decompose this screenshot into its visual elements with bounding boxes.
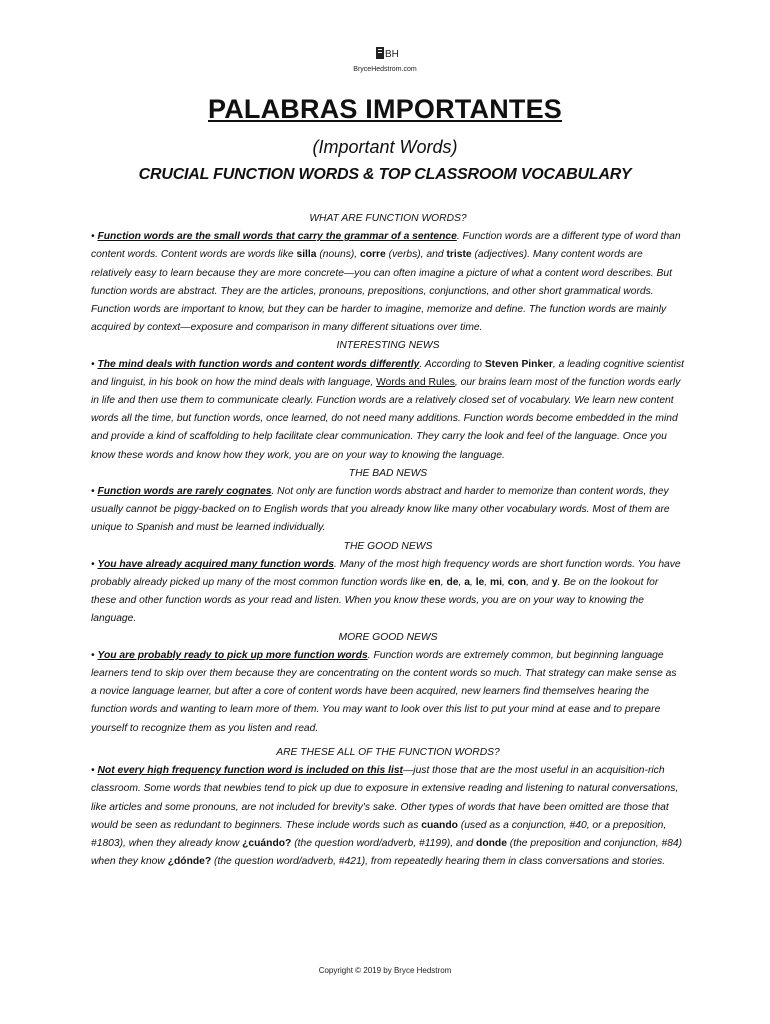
section-paragraph: • You have already acquired many function words. Many of the most high frequency words are short function words. You have probably already picked up many of the most common function words like en, de, a, le, mi, con, and y. Be on the lookout for these and other function words as your read and listen. When you know these words, you are on your way to knowing the language. bbox=[91, 558, 681, 625]
section-paragraph: • You are probably ready to pick up more function words. Function words are extremely common, but beginning language learners tend to skip over them because they are concentrating on the content words so much. That strategy can make sense as a novice language learner, but after a core of content words have been acquired, new learners find themselves hearing the function words and wanting to learn more of them. You may want to look over this list to put your mind at ease and to prepare yourself to recognize them as you listen and read. bbox=[91, 649, 677, 734]
section-heading: INTERESTING NEWS bbox=[336, 340, 440, 352]
paragraph-lead: Not every high frequency function word is included on this list bbox=[97, 765, 403, 777]
paragraph-lead: Function words are the small words that carry the grammar of a sentence bbox=[97, 231, 457, 243]
paragraph-lead: Function words are rarely cognates bbox=[97, 486, 272, 498]
document-body bbox=[91, 210, 685, 871]
page-heading: CRUCIAL FUNCTION WORDS & TOP CLASSROOM VOCABULARY bbox=[138, 166, 632, 183]
page-title: PALABRAS IMPORTANTES bbox=[208, 94, 562, 124]
section-paragraph: • Function words are rarely cognates. Not only are function words abstract and harder to memorize than content words, they usually cannot be piggy-backed on to English words that you already know like many other vocabulary words. Most of them are unique to Spanish and must be learned individually. bbox=[91, 486, 670, 534]
section-heading: MORE GOOD NEWS bbox=[338, 631, 438, 643]
section-heading: THE BAD NEWS bbox=[348, 467, 428, 479]
site-logo bbox=[0, 46, 770, 73]
section-paragraph: • Function words are the small words that carry the grammar of a sentence. Function words are a different type of word than content words. Content words are words like silla (nouns), corre (verbs), and triste (adjectives). Many content words are relatively easy to learn because they are more concrete—you can often imagine a picture of what a content word describes. But function words are abstract. They are the articles, pronouns, prepositions, conjunctions, and other short grammatical words. Function words are important to know, but they can be harder to imagine, memorize and define. The function words are mainly acquired by context—exposure and comparison in many different situations over time. bbox=[91, 231, 681, 334]
section-heading: THE GOOD NEWS bbox=[343, 540, 433, 552]
logo-mark: BH bbox=[385, 49, 399, 60]
paragraph-lead: You have already acquired many function words bbox=[97, 558, 334, 570]
logo-text: BryceHedstrom.com bbox=[353, 66, 417, 73]
book-logo-icon bbox=[376, 46, 399, 60]
page-subtitle: (Important Words) bbox=[312, 137, 458, 157]
section-heading: ARE THESE ALL OF THE FUNCTION WORDS? bbox=[276, 746, 500, 758]
paragraph-lead: The mind deals with function words and content words differently bbox=[97, 358, 420, 370]
section-paragraph: • Not every high frequency function word is included on this list—just those that are the most useful in an acquisition-rich classroom. Some words that newbies tend to pick up due to exposure in extensive reading and listening to natural conversations, like articles and some pronouns, are not included for brevity's sake. Other types of words that have been omitted are those that would be seen as redundant to beginners. These include words such as cuando (used as a conjunction, #40, or a preposition, #1803), when they already know ¿cuándo? (the question word/adverb, #1199), and donde (the preposition and conjunction, #84) when they know ¿dónde? (the question word/adverb, #421), from repeatedly hearing them in class conversations and stories. bbox=[91, 765, 683, 868]
book-title: Words and Rules bbox=[376, 376, 455, 388]
section-paragraph: • The mind deals with function words and content words differently. According to Steven Pinker, a leading cognitive scientist and linguist, in his book on how the mind deals with language, Words and Rules, our brains learn most of the function words early in life and then use them to communicate clearly. Function words are a relatively closed set of vocabulary. We learn new content words all the time, but function words, once learned, do not need many additions. Function words become embedded in the mind and provide a kind of scaffolding to help facilitate clear communication. They carry the look and feel of the language. Once you know these words and know how they work, you are on your way to knowing the language. bbox=[91, 358, 684, 461]
paragraph-lead: You are probably ready to pick up more function words bbox=[97, 649, 368, 661]
copyright-footer: Copyright © 2019 by Bryce Hedstrom bbox=[318, 966, 452, 975]
section-heading: WHAT ARE FUNCTION WORDS? bbox=[309, 213, 467, 224]
